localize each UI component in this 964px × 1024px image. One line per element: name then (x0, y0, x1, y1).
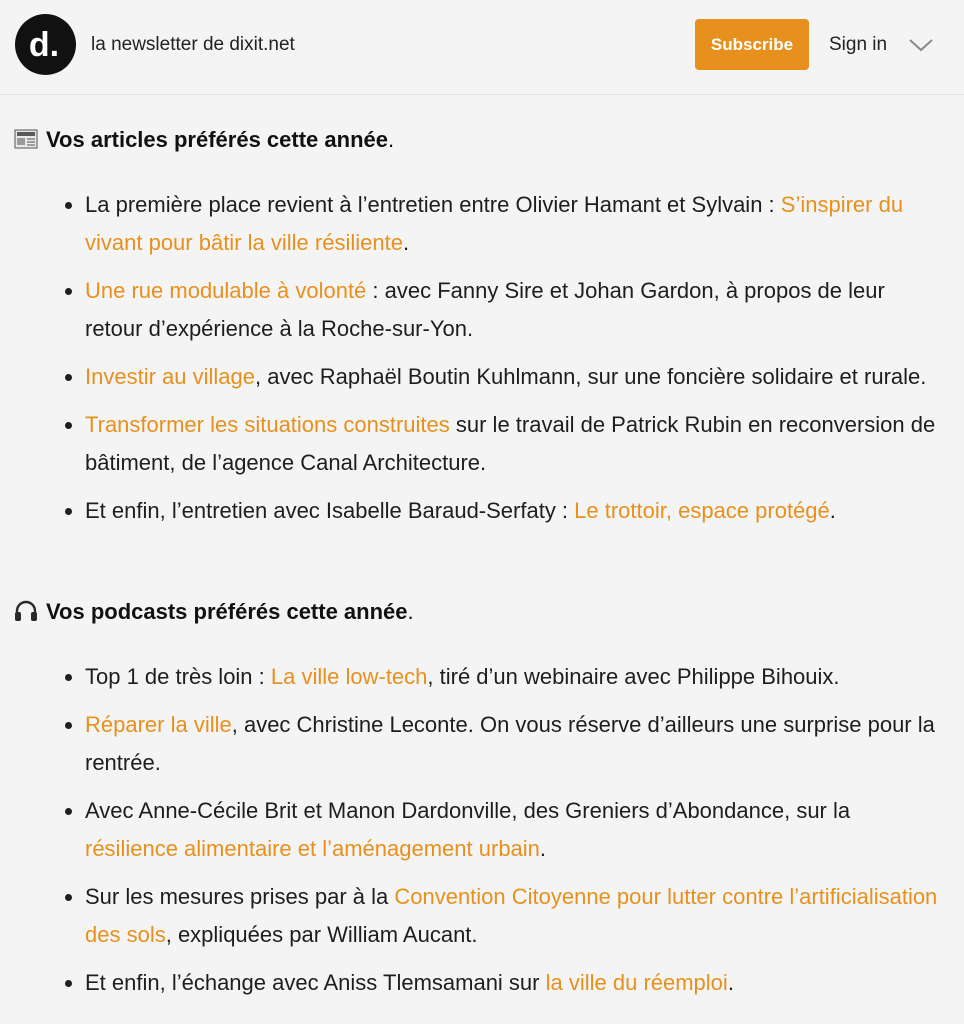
item-text: Et enfin, l’entretien avec Isabelle Baraud-Serfaty : (85, 498, 575, 523)
dixit-logo[interactable] (15, 14, 76, 75)
section-title-articles (14, 127, 394, 156)
section-title-podcasts (14, 599, 414, 628)
bullet (65, 894, 72, 901)
bullet (65, 808, 72, 815)
list-item (0, 878, 964, 954)
list-item (0, 406, 964, 482)
bullet (65, 422, 72, 429)
list-item (0, 658, 964, 696)
chevron-down-icon[interactable] (907, 36, 935, 59)
logo-letter: d. (28, 26, 60, 64)
section-title-punct: . (388, 127, 395, 152)
podcast-link[interactable]: La ville low-tech (270, 664, 428, 689)
subscribe-button[interactable]: Subscribe (695, 19, 809, 70)
logo-glyph (15, 14, 76, 75)
bullet (65, 980, 72, 987)
bullet (65, 202, 72, 209)
item-text: . (539, 836, 547, 861)
item-text: Avec Anne-Cécile Brit et Manon Dardonville, des Greniers d’Abondance, sur la (85, 798, 851, 823)
headphones-icon (14, 600, 38, 628)
item-text: Sur les mesures prises par à la (85, 884, 395, 909)
article-link[interactable]: Une rue modulable à volonté (85, 278, 367, 303)
item-text: , expliquées par William Aucant. (165, 922, 478, 947)
item-text: , avec Raphaël Boutin Kuhlmann, sur une foncière solidaire et rurale. (254, 364, 927, 389)
podcast-link[interactable]: résilience alimentaire et l’aménagement urbain (85, 836, 540, 861)
item-text: , tiré d’un webinaire avec Philippe Bihouix. (427, 664, 840, 689)
top-bar (0, 0, 964, 95)
section-title-punct: . (407, 599, 414, 624)
site-name[interactable]: la newsletter de dixit.net (91, 34, 295, 55)
item-text: . (829, 498, 836, 523)
bullet (65, 508, 72, 515)
bullet (65, 374, 72, 381)
article-link[interactable]: Investir au village (85, 364, 255, 389)
item-text: , avec Christine Leconte. On vous réserve d’ailleurs une surprise pour la rentrée. (85, 712, 935, 775)
section-title-text: Vos articles préférés cette année (46, 127, 388, 152)
bullet (65, 722, 72, 729)
list-item (0, 964, 964, 1002)
article-link[interactable]: Transformer les situations construites (85, 412, 450, 437)
list-item (0, 272, 964, 348)
podcast-link[interactable]: la ville du réemploi (545, 970, 728, 995)
podcast-link[interactable]: Convention Citoyenne pour lutter contre l’artificialisation des sols (85, 884, 938, 947)
article-link[interactable]: S’inspirer du vivant pour bâtir la ville résiliente (85, 192, 904, 255)
item-text: Top 1 de très loin : (85, 664, 271, 689)
section-title-text: Vos podcasts préférés cette année (46, 599, 408, 624)
list-item (0, 358, 964, 396)
sign-in-link[interactable]: Sign in (829, 34, 888, 55)
item-text: La première place revient à l’entretien entre Olivier Hamant et Sylvain : (85, 192, 781, 217)
item-text: : avec Fanny Sire et Johan Gardon, à propos de leur retour d’expérience à la Roche-sur-Yon. (85, 278, 885, 341)
bullet (65, 674, 72, 681)
articles-list (0, 186, 964, 540)
list-item (0, 186, 964, 262)
list-item (0, 492, 964, 530)
item-text: sur le travail de Patrick Rubin en reconversion de bâtiment, de l’agence Canal Architecture. (85, 412, 936, 475)
list-item (0, 706, 964, 782)
podcasts-list (0, 658, 964, 1012)
item-text: Et enfin, l’échange avec Aniss Tlemsamani sur (85, 970, 546, 995)
list-item (0, 792, 964, 868)
bullet (65, 288, 72, 295)
newspaper-icon (14, 128, 38, 156)
podcast-link[interactable]: Réparer la ville (85, 712, 232, 737)
item-text: . (402, 230, 410, 255)
item-text: . (727, 970, 734, 995)
article-link[interactable]: Le trottoir, espace protégé (574, 498, 830, 523)
